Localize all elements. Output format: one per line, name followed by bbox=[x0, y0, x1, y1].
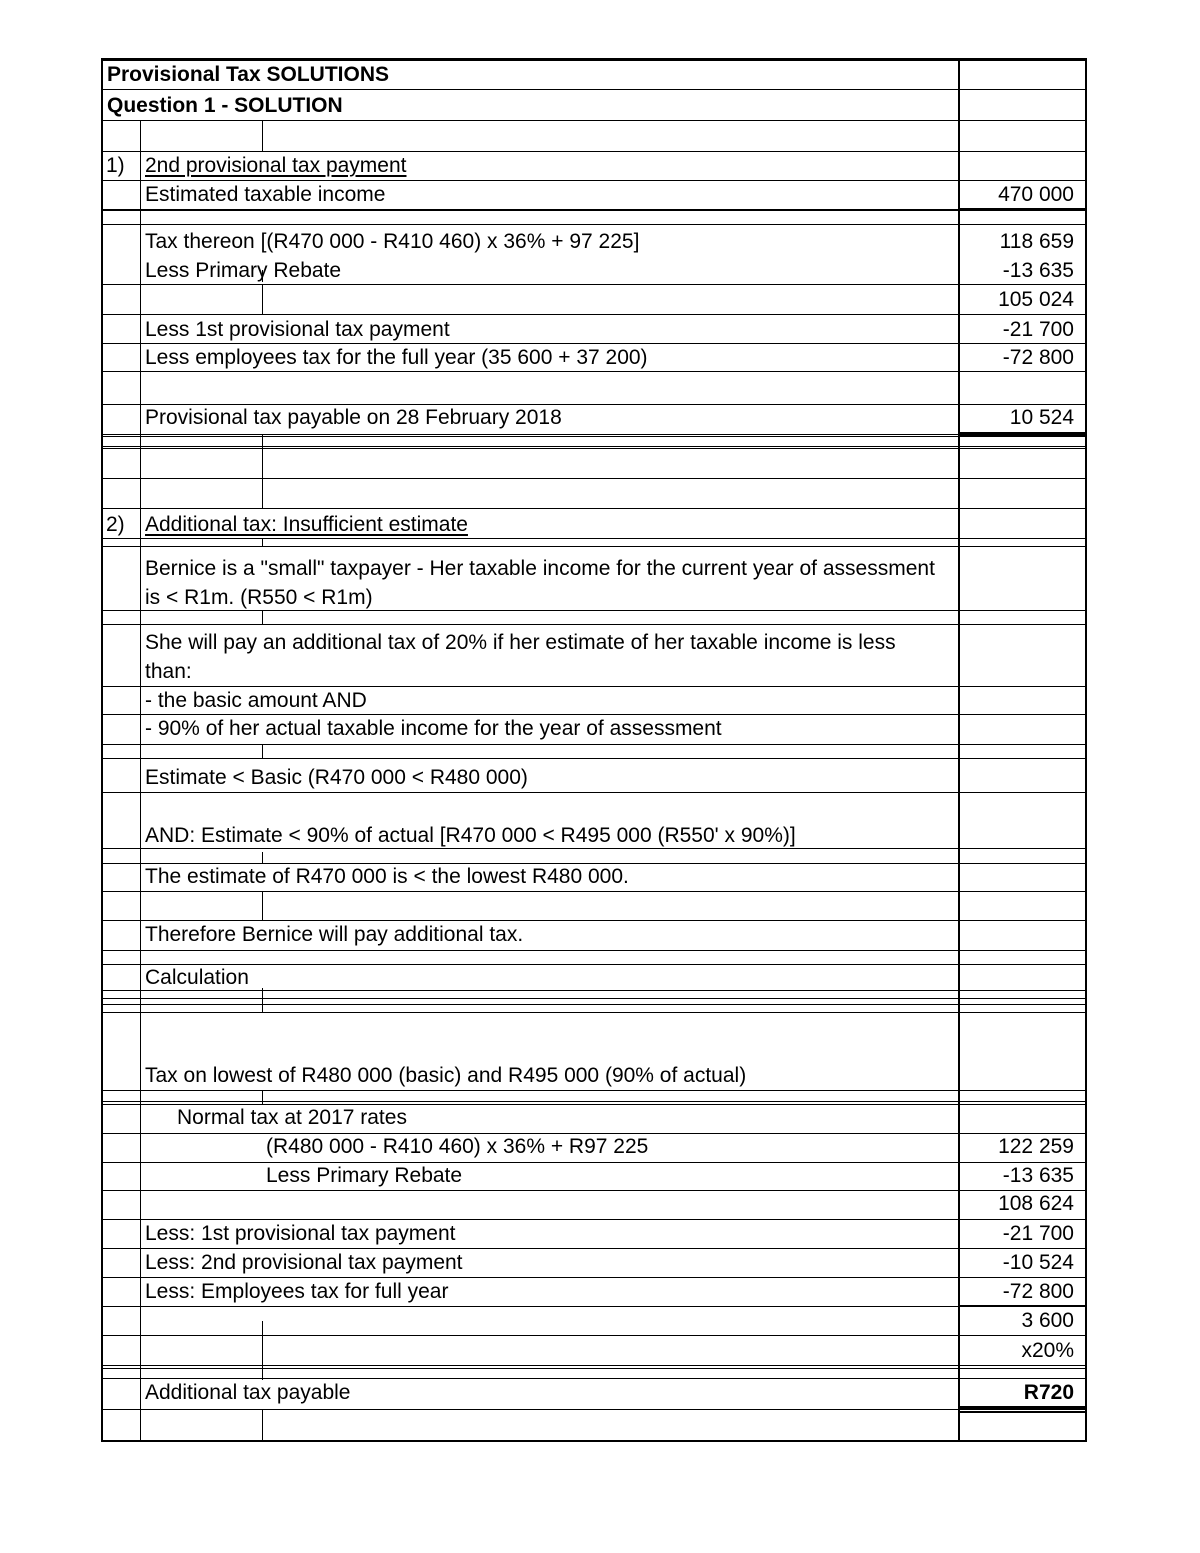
calc-second-payment-label: Less: 2nd provisional tax payment bbox=[145, 1251, 463, 1274]
grid-line bbox=[101, 1162, 1087, 1163]
therefore-statement: Therefore Bernice will pay additional tax. bbox=[145, 923, 524, 946]
grid-line bbox=[101, 624, 1087, 625]
grid-line bbox=[101, 1368, 1087, 1369]
grid-line bbox=[101, 1409, 1087, 1410]
calc-rebate-label: Less Primary Rebate bbox=[266, 1164, 463, 1187]
grid-line bbox=[101, 434, 1087, 435]
calc-employees-tax-amount: -72 800 bbox=[1002, 1280, 1074, 1303]
provisional-payable-amount: 10 524 bbox=[1009, 406, 1074, 429]
calc-second-payment-amount: -10 524 bbox=[1002, 1251, 1074, 1274]
grid-line bbox=[140, 120, 141, 1442]
employees-tax-amount: -72 800 bbox=[1002, 346, 1074, 369]
grid-line bbox=[101, 1365, 1087, 1366]
estimated-income-label: Estimated taxable income bbox=[145, 183, 386, 206]
grid-line bbox=[262, 988, 263, 1012]
normal-tax-heading: Normal tax at 2017 rates bbox=[177, 1106, 407, 1129]
calc-rebate-amount: -13 635 bbox=[1002, 1164, 1074, 1187]
grid-line bbox=[101, 224, 1087, 225]
primary-rebate-label: Less Primary Rebate bbox=[145, 259, 342, 282]
estimate-basic: Estimate < Basic (R470 000 < R480 000) bbox=[145, 766, 528, 789]
grid-line bbox=[101, 1004, 1087, 1005]
grid-line bbox=[262, 120, 263, 152]
tax-thereon-amount: 118 659 bbox=[999, 230, 1074, 253]
grid-line bbox=[101, 120, 1087, 121]
penalty-rate: x20% bbox=[1021, 1339, 1074, 1362]
grid-line bbox=[101, 758, 1087, 759]
grid-line bbox=[101, 448, 1087, 449]
calculation-label: Calculation bbox=[145, 966, 249, 989]
first-payment-amount: -21 700 bbox=[1002, 318, 1074, 341]
condition-actual: - 90% of her actual taxable income for the year of assessment bbox=[145, 717, 722, 740]
grid-line bbox=[262, 891, 263, 920]
grid-line bbox=[101, 998, 1087, 999]
grid-line bbox=[101, 891, 1087, 892]
condition-intro: She will pay an additional tax of 20% if her estimate of her taxable income is less than: bbox=[145, 631, 896, 683]
estimated-income-amount: 470 000 bbox=[998, 183, 1074, 206]
solution-sheet bbox=[101, 58, 1087, 1442]
grid-line bbox=[262, 1091, 263, 1104]
grid-line bbox=[262, 284, 263, 314]
grid-line bbox=[262, 1321, 263, 1380]
calc-subtotal-amount: 108 624 bbox=[998, 1192, 1074, 1215]
grid-line bbox=[101, 1101, 1087, 1102]
grid-line bbox=[101, 1012, 1087, 1013]
calc-first-payment-amount: -21 700 bbox=[1002, 1222, 1074, 1245]
grid-line bbox=[262, 744, 263, 758]
grid-line bbox=[262, 610, 263, 624]
grid-line bbox=[101, 508, 1087, 509]
part2-heading: Additional tax: Insufficient estimate bbox=[145, 513, 468, 536]
part1-marker: 1) bbox=[106, 154, 125, 177]
normal-tax-amount: 122 259 bbox=[998, 1135, 1074, 1158]
grid-line bbox=[101, 1090, 1087, 1091]
lowest-estimate: The estimate of R470 000 is < the lowest R480 000. bbox=[145, 865, 629, 888]
sheet-title: Provisional Tax SOLUTIONS bbox=[107, 63, 390, 86]
grid-line bbox=[101, 1306, 1087, 1307]
grid-line bbox=[262, 1409, 263, 1442]
small-taxpayer-note: Bernice is a "small" taxpayer - Her taxable income for the current year of assessment is < R1m. (R550 < R1m) bbox=[145, 557, 935, 609]
subtotal-amount: 105 024 bbox=[998, 288, 1074, 311]
shortfall-amount: 3 600 bbox=[1021, 1309, 1074, 1332]
grid-line bbox=[101, 210, 1087, 211]
employees-tax-label: Less employees tax for the full year (35 600 + 37 200) bbox=[145, 346, 648, 369]
calc-employees-tax-label: Less: Employees tax for full year bbox=[145, 1280, 449, 1303]
grid-line bbox=[101, 314, 1087, 315]
tax-on-lowest: Tax on lowest of R480 000 (basic) and R495 000 (90% of actual) bbox=[145, 1064, 747, 1087]
grid-line bbox=[101, 950, 1087, 951]
question-title: Question 1 - SOLUTION bbox=[107, 94, 343, 117]
grid-line bbox=[101, 436, 1087, 437]
part2-marker: 2) bbox=[106, 513, 125, 536]
grid-line bbox=[101, 1335, 1087, 1336]
grid-line bbox=[958, 432, 1087, 436]
grid-line bbox=[958, 1411, 1087, 1413]
grid-line bbox=[101, 446, 1087, 447]
grid-line bbox=[101, 89, 1087, 90]
primary-rebate-amount: -13 635 bbox=[1002, 259, 1074, 282]
grid-line bbox=[262, 538, 263, 546]
normal-tax-formula: (R480 000 - R410 460) x 36% + R97 225 bbox=[266, 1135, 649, 1158]
calc-first-payment-label: Less: 1st provisional tax payment bbox=[145, 1222, 456, 1245]
grid-line bbox=[101, 792, 1087, 793]
first-payment-label: Less 1st provisional tax payment bbox=[145, 318, 450, 341]
grid-line bbox=[101, 58, 103, 1442]
grid-line bbox=[101, 478, 1087, 479]
condition-basic: - the basic amount AND bbox=[145, 689, 367, 712]
additional-tax-amount: R720 bbox=[1023, 1381, 1074, 1404]
estimate-actual: AND: Estimate < 90% of actual [R470 000 < R495 000 (R550' x 90%)] bbox=[145, 824, 796, 847]
grid-line bbox=[101, 546, 1087, 547]
tax-thereon-label: Tax thereon [(R470 000 - R410 460) x 36% + 97 225] bbox=[145, 230, 640, 253]
grid-line bbox=[101, 744, 1087, 745]
grid-line bbox=[101, 1440, 1087, 1442]
additional-tax-label: Additional tax payable bbox=[145, 1381, 351, 1404]
part1-heading: 2nd provisional tax payment bbox=[145, 154, 407, 177]
grid-line bbox=[958, 58, 960, 1442]
provisional-payable-label: Provisional tax payable on 28 February 2018 bbox=[145, 406, 562, 429]
grid-line bbox=[1085, 58, 1087, 1442]
grid-line bbox=[101, 1190, 1087, 1191]
